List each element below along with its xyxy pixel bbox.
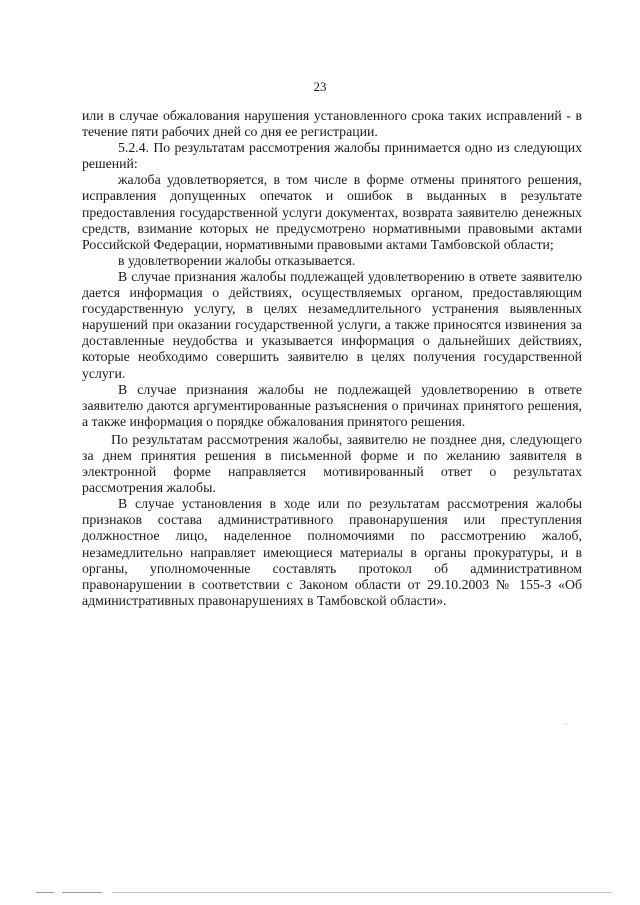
paragraph-complaint-rejected: в удовлетворении жалобы отказывается. bbox=[118, 252, 356, 268]
paragraph-prosecutor-referral: В случае установления в ходе или по результатам рассмотрения жалобы признаков состава административного правонарушения или преступления должностное лицо, наделенное полномочиями по рассмотрению жалоб, незамедлительно направляет имеющиеся материалы в органы прокуратуры, и в органы, уполномоченные составлять протокол об административном правонарушении в соответствии с Законом области от 29.10.2003 № 155-З «Об административных правонарушениях в Тамбовской области». bbox=[82, 496, 582, 608]
paragraph-clause-5-2-4: 5.2.4. По результатам рассмотрения жалобы принимается одно из следующих решений: bbox=[82, 140, 582, 172]
scan-edge-line bbox=[62, 892, 102, 893]
paragraph-complaint-satisfied: жалоба удовлетворяется, в том числе в форме отмены принятого решения, исправления допущенных опечаток и ошибок в выданных в результате предоставления государственной услуги документах, возврата заявителю денежных средств, взимание которых не предусмотрено нормативными правовыми актами Российской Федерации, нормативными правовыми актами Тамбовской области; bbox=[82, 172, 582, 252]
scan-edge-line bbox=[112, 892, 612, 893]
paragraph-continuation: или в случае обжалования нарушения установленного срока таких исправлений - в течение пяти рабочих дней со дня ее регистрации. bbox=[82, 108, 582, 140]
paragraph-rejected-response: В случае признания жалобы не подлежащей удовлетворению в ответе заявителю даются аргументированные разъяснения о причинах принятого решения, а также информация о порядке обжалования принятого решения. bbox=[82, 381, 582, 429]
scan-edge-line bbox=[36, 892, 54, 893]
document-body bbox=[82, 108, 582, 609]
paragraph-reasoned-answer: По результатам рассмотрения жалобы, заявителю не позднее дня, следующего за днем принятия решения в письменной форме и по желанию заявителя в электронной форме направляется мотивированный ответ о результатах рассмотрения жалобы. bbox=[82, 431, 582, 496]
scan-speck bbox=[566, 724, 567, 725]
page-number: 23 bbox=[313, 79, 327, 94]
paragraph-satisfied-response: В случае признания жалобы подлежащей удовлетворению в ответе заявителю дается информация о действиях, осуществляемых органом, предоставляющим государственную услугу, в целях незамедлительного устранения выявленных нарушений при оказании государственной услуги, а также приносятся извинения за доставленные неудобства и указывается информация о дальнейших действиях, которые необходимо совершить заявителю в целях получения государственной услуги. bbox=[82, 268, 582, 381]
